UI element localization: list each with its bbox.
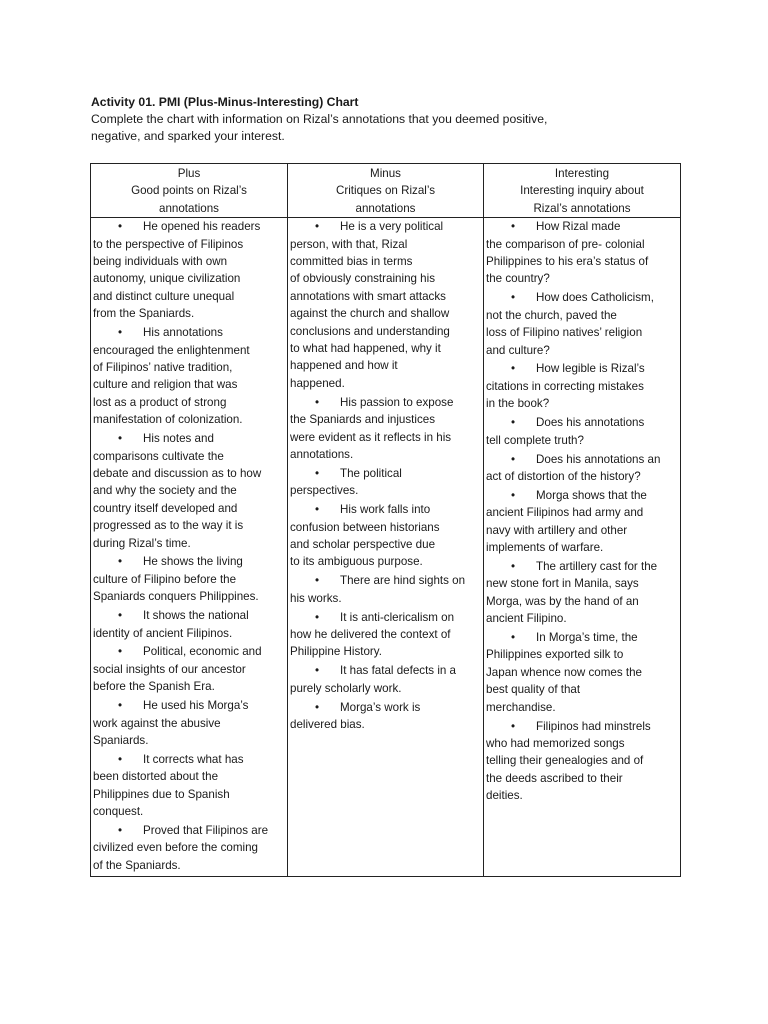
entry-text: Proved that Filipinos are <box>143 824 269 838</box>
entry-line <box>290 626 481 643</box>
entry-line <box>93 465 285 482</box>
entry-line <box>93 236 285 253</box>
entry-line <box>486 522 678 539</box>
entry-text: Does his annotations an <box>536 452 661 466</box>
bullet-icon: • <box>315 395 320 409</box>
entry-text: against the church and shallow <box>290 307 450 321</box>
entry-text: His work falls into <box>340 503 431 517</box>
entry-line <box>93 376 285 393</box>
entry-text: manifestation of colonization. <box>93 413 243 427</box>
column-title: Interesting <box>554 167 610 180</box>
entry-line <box>486 610 678 627</box>
entry-line <box>486 253 678 270</box>
entry-text: Filipinos had minstrels <box>536 719 651 733</box>
bullet-icon: • <box>511 362 516 376</box>
entry-line <box>486 414 678 431</box>
entry-text: Does his annotations <box>536 416 645 430</box>
entry-text: He used his Morga’s <box>143 699 249 713</box>
entry-text: and distinct culture unequal <box>93 289 235 303</box>
bullet-icon: • <box>511 559 516 573</box>
entry-line <box>486 307 678 324</box>
list-item <box>93 643 285 695</box>
entry-line <box>486 360 678 377</box>
entry-text: His annotations <box>143 326 223 340</box>
entry-line <box>486 218 678 235</box>
bullet-icon: • <box>118 699 123 713</box>
entry-line <box>486 324 678 341</box>
entry-text: person, with that, Rizal <box>290 237 408 251</box>
entry-line <box>486 629 678 646</box>
bullet-icon: • <box>315 466 320 480</box>
entry-line <box>93 661 285 678</box>
column-description: Critiques on Rizal’s <box>335 184 436 198</box>
entry-line <box>93 607 285 624</box>
entry-text: the comparison of pre- colonial <box>486 237 645 251</box>
entry-line <box>290 553 481 570</box>
entry-text: before the Spanish Era. <box>93 680 215 694</box>
entry-line <box>290 394 481 411</box>
entry-line <box>486 487 678 504</box>
entry-line <box>486 752 678 769</box>
entry-line <box>93 430 285 447</box>
entry-line <box>486 593 678 610</box>
entry-text: Spaniards conquers Philippines. <box>93 590 259 604</box>
entry-line <box>290 288 481 305</box>
entry-text: culture of Filipino before the <box>93 572 237 586</box>
table-header-row <box>91 164 681 218</box>
entry-text: merchandise. <box>486 700 556 714</box>
entry-text: debate and discussion as to how <box>93 466 262 480</box>
entry-text: conclusions and understanding <box>290 324 450 338</box>
entry-line <box>486 236 678 253</box>
list-item <box>290 218 481 392</box>
entry-line <box>93 305 285 322</box>
entry-line <box>93 803 285 820</box>
bullet-icon: • <box>511 488 516 502</box>
entry-line <box>290 699 481 716</box>
entry-line <box>290 323 481 340</box>
entry-text: tell complete truth? <box>486 433 584 447</box>
bullet-icon: • <box>118 326 123 340</box>
column-description: annotations <box>355 201 416 215</box>
minus-column-cell <box>288 218 484 877</box>
bullet-icon: • <box>511 291 516 305</box>
entry-line <box>290 375 481 392</box>
entry-text: happened. <box>290 376 345 390</box>
entry-line <box>486 468 678 485</box>
entry-text: progressed as to the way it is <box>93 519 244 533</box>
entry-text: His notes and <box>143 432 214 446</box>
entry-line <box>290 572 481 589</box>
entry-text: deities. <box>486 789 523 803</box>
bullet-icon: • <box>118 555 123 569</box>
entry-text: navy with artillery and other <box>486 523 628 537</box>
entry-text: It is anti-clericalism on <box>340 610 455 624</box>
list-item <box>93 218 285 322</box>
entry-text: best quality of that <box>486 683 581 697</box>
entry-line <box>93 571 285 588</box>
entry-text: the country? <box>486 272 550 286</box>
entry-line <box>290 716 481 733</box>
entry-text: autonomy, unique civilization <box>93 272 241 286</box>
list-item <box>93 553 285 605</box>
entry-line <box>486 681 678 698</box>
entry-line <box>290 429 481 446</box>
entry-line <box>486 735 678 752</box>
entry-line <box>486 575 678 592</box>
list-item <box>290 699 481 734</box>
entry-text: It corrects what has <box>143 752 244 766</box>
bullet-icon: • <box>315 574 320 588</box>
bullet-icon: • <box>511 220 516 234</box>
entry-line <box>93 535 285 552</box>
column-description: Good points on Rizal’s <box>131 184 247 198</box>
bullet-icon: • <box>118 824 123 838</box>
entry-line <box>486 664 678 681</box>
activity-instructions-line-1: Complete the chart with information on Rizal’s annotations that you deemed positive, <box>91 112 548 126</box>
entry-text: In Morga’s time, the <box>536 631 638 645</box>
entry-line <box>486 504 678 521</box>
entry-line <box>93 517 285 534</box>
bullet-icon: • <box>118 645 123 659</box>
entry-text: Japan whence now comes the <box>486 665 642 679</box>
entry-text: perspectives. <box>290 484 359 498</box>
entry-text: Philippines to his era’s status of <box>486 255 649 269</box>
entry-line <box>93 625 285 642</box>
entry-text: new stone fort in Manila, says <box>486 577 639 591</box>
entry-line <box>93 697 285 714</box>
entry-text: who had memorized songs <box>486 737 625 750</box>
entry-line <box>290 536 481 553</box>
entry-text: comparisons cultivate the <box>93 449 224 463</box>
entry-text: It has fatal defects in a <box>340 664 457 678</box>
list-item <box>93 607 285 642</box>
list-item <box>486 218 678 288</box>
entry-line <box>290 253 481 270</box>
list-item <box>93 751 285 821</box>
list-item <box>486 451 678 486</box>
entry-line <box>93 822 285 839</box>
pmi-chart-table <box>90 163 681 877</box>
entry-line <box>93 253 285 270</box>
entry-line <box>290 340 481 357</box>
column-title: Plus <box>177 167 201 180</box>
entry-line <box>290 662 481 679</box>
bullet-icon: • <box>315 220 320 234</box>
entry-text: conquest. <box>93 805 144 819</box>
column-description: annotations <box>159 201 219 215</box>
entry-line <box>93 732 285 749</box>
bullet-icon: • <box>315 610 320 624</box>
entry-line <box>290 465 481 482</box>
bullet-icon: • <box>315 700 320 714</box>
entry-text: annotations. <box>290 448 354 461</box>
entry-text: It shows the national <box>143 609 249 623</box>
entry-line <box>93 643 285 660</box>
bullet-icon: • <box>315 664 320 678</box>
list-item <box>486 414 678 449</box>
bullet-icon: • <box>511 452 516 466</box>
entry-line <box>93 288 285 305</box>
entry-text: He shows the living <box>143 555 243 569</box>
list-item <box>486 289 678 359</box>
entry-text: ancient Filipinos had army and <box>486 506 644 520</box>
entry-text: the deeds ascribed to their <box>486 771 623 785</box>
entry-text: Spaniards. <box>93 734 149 747</box>
entry-text: and why the society and the <box>93 484 237 498</box>
entry-text: The political <box>340 466 402 480</box>
entry-line <box>486 787 678 804</box>
entry-text: delivered bias. <box>290 718 365 732</box>
entry-text: not the church, paved the <box>486 308 617 322</box>
entry-line <box>290 643 481 660</box>
list-item <box>486 558 678 628</box>
entry-text: purely scholarly work. <box>290 681 402 695</box>
bullet-icon: • <box>315 503 320 517</box>
entry-text: to what had happened, why it <box>290 342 441 356</box>
entry-text: committed bias in terms <box>290 255 413 269</box>
entry-text: during Rizal’s time. <box>93 536 191 550</box>
entry-line <box>486 770 678 787</box>
entry-text: confusion between historians <box>290 520 440 534</box>
bullet-icon: • <box>118 609 123 623</box>
entry-line <box>93 324 285 341</box>
entry-line <box>486 432 678 449</box>
entry-line <box>93 715 285 732</box>
activity-instructions-line-2: negative, and sparked your interest. <box>91 129 285 143</box>
entry-text: ancient Filipino. <box>486 612 567 626</box>
bullet-icon: • <box>511 416 516 430</box>
entry-line <box>93 218 285 235</box>
entry-text: citations in correcting mistakes <box>486 379 644 393</box>
list-item <box>486 629 678 716</box>
entry-text: of the Spaniards. <box>93 858 181 872</box>
entry-text: annotations with smart attacks <box>290 289 446 303</box>
bullet-icon: • <box>118 432 123 446</box>
entry-text: He opened his readers <box>143 220 261 234</box>
entry-line <box>93 768 285 785</box>
column-description: Rizal’s annotations <box>533 201 631 215</box>
bullet-icon: • <box>511 719 516 733</box>
entry-line <box>290 519 481 536</box>
list-item <box>93 697 285 749</box>
entry-text: He is a very political <box>340 220 444 234</box>
list-item <box>93 430 285 552</box>
entry-text: how he delivered the context of <box>290 628 451 642</box>
entry-text: Political, economic and <box>143 645 262 659</box>
column-title: Minus <box>370 167 401 180</box>
entry-text: to its ambiguous purpose. <box>290 555 423 569</box>
list-item <box>290 465 481 500</box>
entry-line <box>93 786 285 803</box>
entry-line <box>93 482 285 499</box>
bullet-icon: • <box>511 631 516 645</box>
entry-text: How legible is Rizal’s <box>536 362 645 376</box>
entry-text: encouraged the enlightenment <box>93 343 250 357</box>
entry-line <box>290 590 481 607</box>
entry-text: from the Spaniards. <box>93 307 195 321</box>
entry-line <box>93 500 285 517</box>
column-description: Interesting inquiry about <box>520 184 644 198</box>
entry-line <box>290 446 481 463</box>
entry-text: Philippines due to Spanish <box>93 787 230 801</box>
entry-text: The artillery cast for the <box>536 559 658 573</box>
entry-text: to the perspective of Filipinos <box>93 237 244 251</box>
entry-line <box>93 588 285 605</box>
table-body-row <box>91 218 681 877</box>
entry-line <box>486 270 678 287</box>
entry-line <box>290 305 481 322</box>
entry-line <box>290 236 481 253</box>
entry-line <box>93 448 285 465</box>
entry-text: in the book? <box>486 397 550 411</box>
entry-line <box>486 342 678 359</box>
entry-text: of obviously constraining his <box>290 272 436 286</box>
entry-text: How Rizal made <box>536 220 621 234</box>
interesting-column-cell <box>484 218 681 877</box>
entry-text: been distorted about the <box>93 770 219 784</box>
entry-line <box>93 359 285 376</box>
entry-line <box>486 289 678 306</box>
activity-title: Activity 01. PMI (Plus-Minus-Interesting) Chart <box>91 95 359 109</box>
entry-line <box>290 680 481 697</box>
entry-text: culture and religion that was <box>93 378 238 392</box>
entry-line <box>290 501 481 518</box>
bullet-icon: • <box>118 752 123 766</box>
entry-line <box>290 218 481 235</box>
entry-line <box>93 394 285 411</box>
entry-text: Philippine History. <box>290 645 382 659</box>
interesting-column-header <box>484 164 681 218</box>
list-item <box>486 718 678 805</box>
entry-line <box>93 270 285 287</box>
entry-text: country itself developed and <box>93 501 238 515</box>
bullet-icon: • <box>118 220 123 234</box>
entry-text: and culture? <box>486 343 550 357</box>
entry-text: work against the abusive <box>93 716 221 730</box>
entry-text: identity of ancient Filipinos. <box>93 626 233 640</box>
entry-text: Morga shows that the <box>536 488 647 502</box>
list-item <box>93 324 285 428</box>
entry-line <box>486 539 678 556</box>
entry-text: Morga’s work is <box>340 700 421 714</box>
entry-line <box>486 395 678 412</box>
entry-line <box>486 646 678 663</box>
list-item <box>290 394 481 464</box>
entry-text: the Spaniards and injustices <box>290 413 436 427</box>
entry-line <box>93 553 285 570</box>
plus-column-header <box>91 164 288 218</box>
entry-text: happened and how it <box>290 359 398 373</box>
entry-text: act of distortion of the history? <box>486 469 641 483</box>
entry-line <box>290 357 481 374</box>
list-item <box>290 662 481 697</box>
entry-text: lost as a product of strong <box>93 395 227 409</box>
entry-line <box>290 270 481 287</box>
plus-column-cell <box>91 218 288 877</box>
entry-line <box>93 411 285 428</box>
entry-line <box>290 609 481 626</box>
entry-text: being individuals with own <box>93 255 228 269</box>
entry-text: Morga, was by the hand of an <box>486 594 639 608</box>
entry-line <box>93 751 285 768</box>
list-item <box>486 360 678 412</box>
entry-text: implements of warfare. <box>486 541 604 555</box>
entry-line <box>290 482 481 499</box>
entry-text: telling their genealogies and of <box>486 754 644 768</box>
entry-text: Philippines exported silk to <box>486 648 624 662</box>
minus-column-header <box>288 164 484 218</box>
entry-text: were evident as it reflects in his <box>290 430 452 444</box>
list-item <box>290 572 481 607</box>
entry-line <box>486 699 678 716</box>
entry-text: His passion to expose <box>340 395 454 409</box>
activity-heading <box>91 94 691 145</box>
entry-text: social insights of our ancestor <box>93 662 246 676</box>
entry-line <box>93 342 285 359</box>
entry-line <box>486 558 678 575</box>
list-item <box>486 487 678 557</box>
entry-text: his works. <box>290 591 342 605</box>
entry-line <box>93 839 285 856</box>
entry-text: loss of Filipino natives’ religion <box>486 326 643 340</box>
entry-text: How does Catholicism, <box>536 291 654 305</box>
list-item <box>290 501 481 571</box>
entry-text: There are hind sights on <box>340 574 466 588</box>
entry-text: civilized even before the coming <box>93 841 258 855</box>
entry-line <box>93 678 285 695</box>
entry-line <box>290 411 481 428</box>
entry-text: of Filipinos’ native tradition, <box>93 360 233 374</box>
entry-text: and scholar perspective due <box>290 538 436 552</box>
entry-line <box>486 451 678 468</box>
list-item <box>290 609 481 661</box>
entry-line <box>486 378 678 395</box>
entry-line <box>486 718 678 735</box>
entry-line <box>93 857 285 874</box>
list-item <box>93 822 285 874</box>
